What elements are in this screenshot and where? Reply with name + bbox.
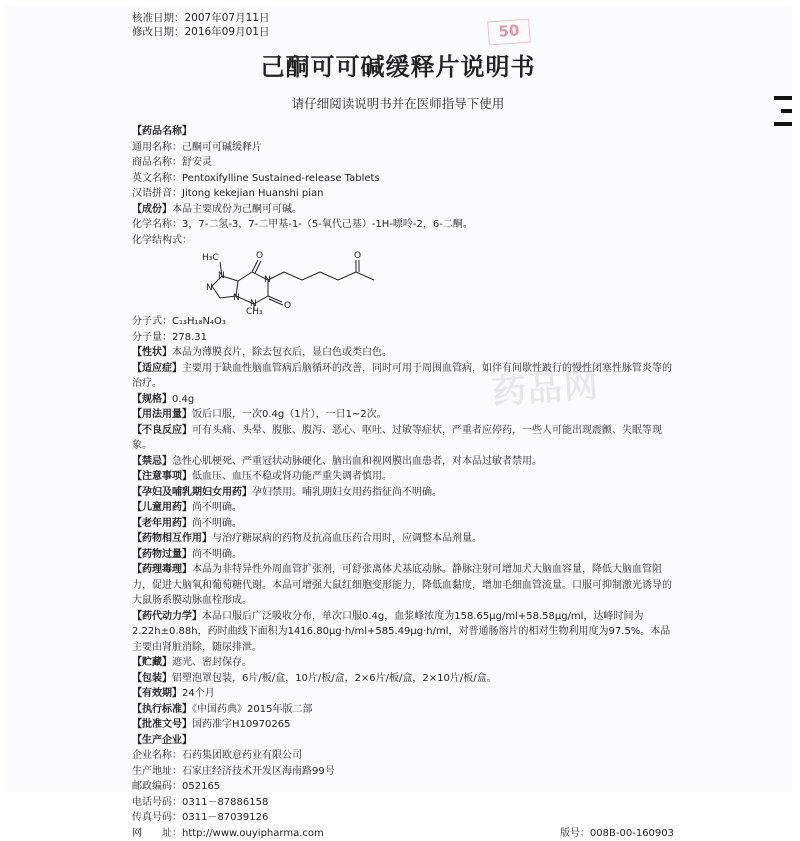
margin-bars [774,96,792,135]
atom-label-n7: N [218,271,225,281]
atom-label-n9: N [206,283,213,293]
section-text: 0.4g [172,394,194,405]
composition-line [132,202,674,218]
section-precautions [132,469,674,485]
atom-label-n3: N [250,299,257,309]
section-text: 尚不明确。 [192,518,242,529]
composition-text: 本品主要成份为己酮可可碱。 [172,204,302,215]
instruction-leaflet [4,4,792,792]
section-text: 《中国药典》2015年版二部 [192,704,312,715]
section-contraindications [132,454,674,470]
section-heading: 【禁忌】 [132,456,172,467]
bond-line [356,272,374,280]
section-text: 本品为薄膜衣片，除去包衣后，显白色或类白色。 [172,347,392,358]
section-heading: 【药物相互作用】 [132,533,212,544]
section-text: 可有头痛、头晕、腹胀、腹泻、恶心、呕吐、过敏等症状，严重者应停药，一些人可能出现震颤、失眠等现象。 [132,425,662,452]
bond-line [238,272,252,281]
bond-line [255,261,261,273]
section-text: 低血压、血压不稳或肾功能严重失调者慎用。 [192,471,392,482]
pinyin-name: 汉语拼音：Jitong kekejian Huanshi pian [132,186,674,202]
drug-name-heading: 【药品名称】 [132,124,674,140]
section-text: 遮光、密封保存。 [172,657,252,668]
bond-line [338,272,356,280]
stamp-mark: 50 [487,19,531,46]
atom-label-n3-ring: N [233,293,240,303]
section-adverse-reactions [132,423,674,454]
composition-heading: 【成份】 [132,204,172,215]
section-text: 主要用于缺血性脑血管病后脑循环的改善，同时可用于周围血管病，如伴有间歇性跛行的慢性闭塞性脉管炎等的治疗。 [132,363,672,390]
section-text: 24个月 [182,688,215,699]
section-text: 尚不明确。 [192,502,242,513]
atom-label-n1: N [264,275,271,285]
section-pharmacokinetics [132,609,674,656]
manufacturer-postcode: 邮政编码：052165 [132,779,674,795]
margin-bar [774,96,792,100]
chemical-structure-diagram [132,248,674,314]
version-number: 版号：008B-00-160903 [560,826,674,841]
section-pregnancy [132,485,674,501]
section-heading: 【注意事项】 [132,471,192,482]
english-name: 英文名称：Pentoxifylline Sustained-release Tablets [132,171,674,187]
section-dosage [132,407,674,423]
section-heading: 【用法用量】 [132,409,192,420]
approval-date: 核准日期：2007年07月11日 [132,11,269,25]
section-children [132,500,674,516]
section-heading: 【批准文号】 [132,719,192,730]
section-approval-number [132,717,674,733]
atom-label-ch3: CH₃ [246,307,263,314]
section-text: 国药准字H10970265 [192,719,290,730]
manufacturer-website: 网 址：http://www.ouyipharma.com [132,826,324,841]
section-elderly [132,516,674,532]
manufacturer-address: 生产地址：石家庄经济技术开发区海南路99号 [132,764,674,780]
manufacturer-fax: 传真号码：0311－87039126 [132,810,674,826]
section-specification [132,392,674,408]
manufacturer-heading: 【生产企业】 [132,733,674,749]
generic-name: 通用名称：己酮可可碱缓释片 [132,140,674,156]
section-heading: 【药代动力学】 [132,611,202,622]
footer-row [132,826,674,841]
structure-label: 化学结构式： [132,233,674,249]
bond-line [302,272,320,280]
section-text: 铝塑泡罩包装，6片/板/盒，10片/板/盒，2×6片/板/盒，2×10片/板/盒。 [172,673,497,684]
section-pharmacology [132,562,674,609]
section-heading: 【老年用药】 [132,518,192,529]
section-heading: 【性状】 [132,347,172,358]
section-text: 饭后口服，一次0.4g（1片），一日1~2次。 [192,409,387,420]
section-interactions [132,531,674,547]
molecular-formula: 分子式：C₁₃H₁₈N₄O₃ [132,314,674,330]
section-heading: 【有效期】 [132,688,182,699]
section-heading: 【药物过量】 [132,549,192,560]
sections-list [132,345,674,733]
atom-label-h3c: H₃C [202,253,219,263]
section-text: 与治疗糖尿病的药物及抗高血压药合用时，应调整本品剂量。 [212,533,482,544]
section-indications [132,361,674,392]
atom-label-o6: O [256,251,263,261]
revision-date: 修改日期：2016年09月01日 [132,25,269,39]
date-block [132,11,269,39]
molecular-weight: 分子量：278.31 [132,330,674,346]
section-heading: 【适应症】 [132,363,182,374]
manufacturer-phone: 电话号码：0311－87886158 [132,795,674,811]
trade-name: 商品名称：舒安灵 [132,155,674,171]
section-heading: 【孕妇及哺乳期妇女用药】 [132,487,252,498]
bond-line [320,272,338,280]
section-heading: 【儿童用药】 [132,502,192,513]
section-character [132,345,674,361]
chemical-name: 化学名称：3，7-二氢-3，7-二甲基-1-（5-氧代己基）-1H-嘌呤-2，6-二酮。 [132,217,674,233]
bond-line [212,286,220,298]
atom-label-ketone-o: O [354,251,361,261]
document-subtitle: 请仔细阅读说明书并在医师指导下使用 [4,96,792,112]
bond-line [284,272,302,280]
section-overdose [132,547,674,563]
section-heading: 【执行标准】 [132,704,192,715]
section-validity [132,686,674,702]
watermark: 药品网 [492,378,601,401]
margin-bar [781,109,792,113]
section-text: 本品口服后广泛吸收分布，单次口服0.4g，血浆峰浓度为158.65μg/ml+58.58μg/ml，达峰时间为2.22h±0.88h，药时曲线下面积为1416.80μg·h/ml+585.49μg·h/ml，对普通肠溶片的相对生物利用度为97.5%。本品主要由肾脏消除，随尿排泄。 [132,611,670,653]
section-text: 本品为非特异性外周血管扩张剂，可舒张离体犬基底动脉。静脉注射可增加犬大脑血容量，降低大脑血管阻力，促进大脑氧和葡萄糖代谢。本品可增强大鼠红细胞变形能力，降低血黏度，增加毛细血管流量。口服可抑制激光诱导的大鼠肠系膜动脉血栓形成。 [132,564,672,606]
section-heading: 【包装】 [132,673,172,684]
document-title: 己酮可可碱缓释片说明书 [4,52,792,82]
section-text: 尚不明确。 [192,549,242,560]
manufacturer-name: 企业名称：石药集团欧意药业有限公司 [132,748,674,764]
section-heading: 【规格】 [132,394,172,405]
leaflet-body [132,124,674,841]
section-package [132,671,674,687]
section-heading: 【贮藏】 [132,657,172,668]
margin-bar [774,122,792,126]
section-heading: 【药理毒理】 [132,564,192,575]
section-heading: 【不良反应】 [132,425,192,436]
section-storage [132,655,674,671]
section-text: 急性心肌梗死、严重冠状动脉硬化、脑出血和视网膜出血患者，对本品过敏者禁用。 [172,456,542,467]
bond-line [252,260,258,272]
atom-label-o2: O [284,301,291,311]
section-standard [132,702,674,718]
section-text: 孕妇禁用。哺乳期妇女用药指征尚不明确。 [252,487,442,498]
